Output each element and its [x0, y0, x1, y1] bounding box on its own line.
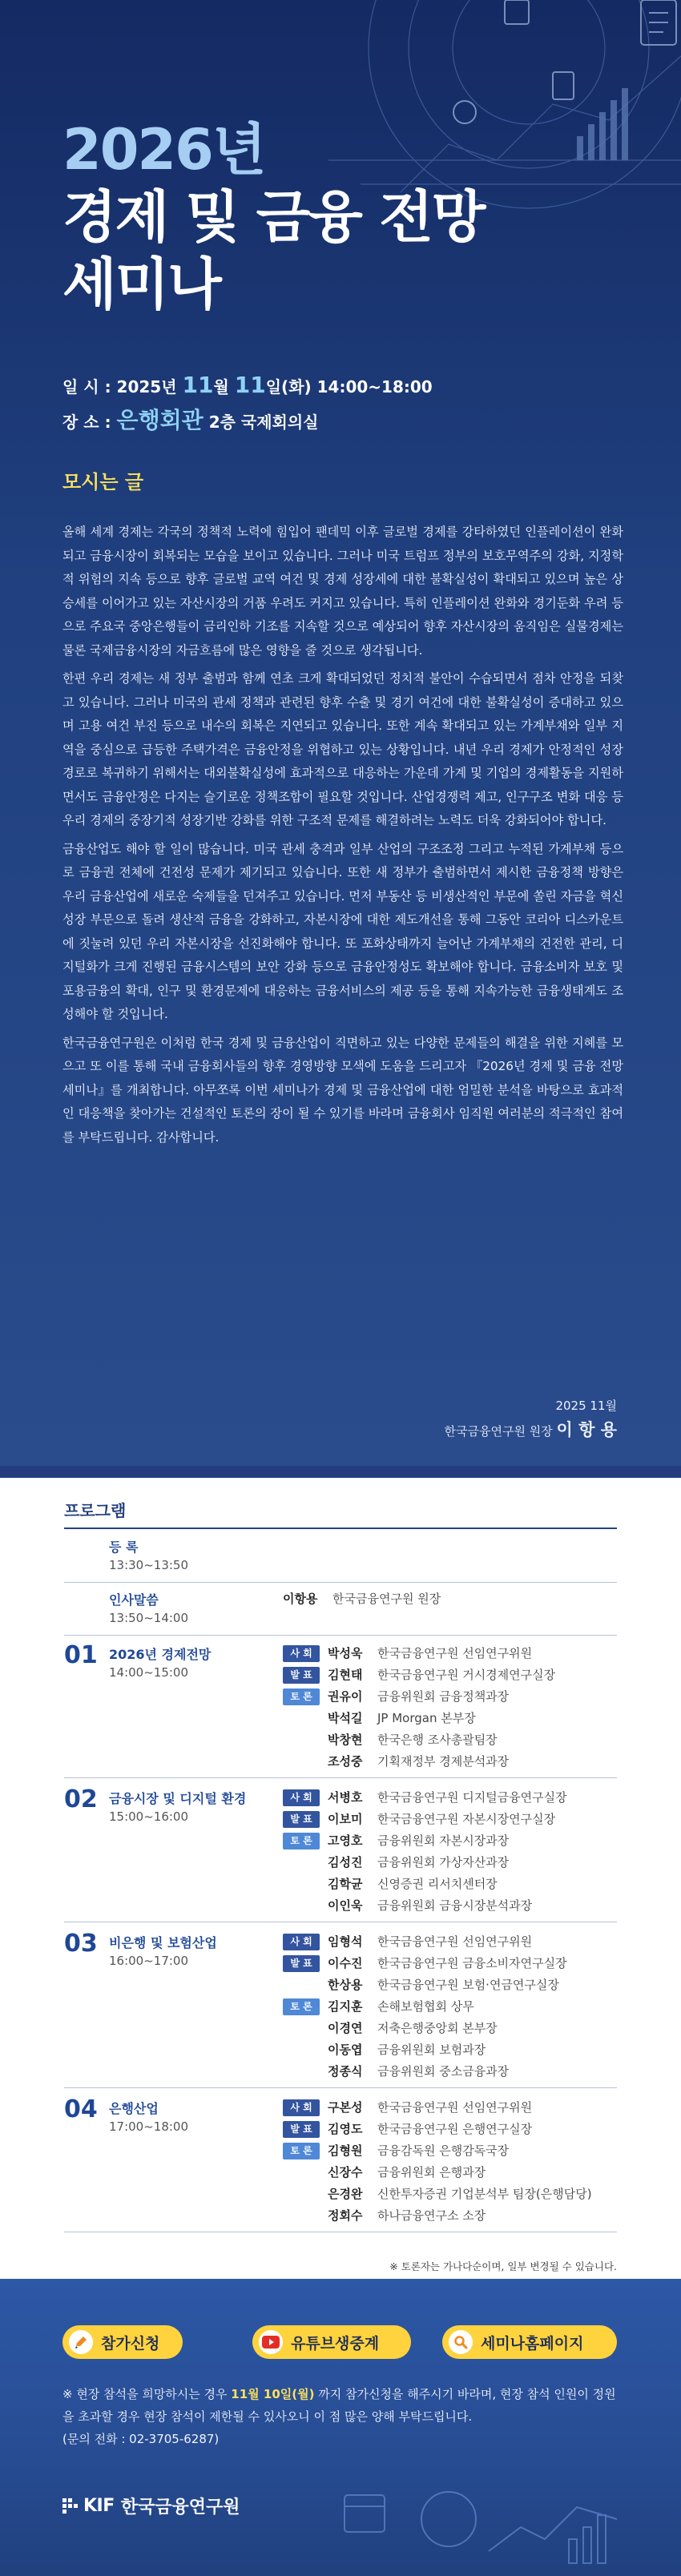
speaker-row: [283, 1664, 635, 1686]
speaker-affiliation: 기획재정부 경제분석과장: [377, 1754, 510, 1769]
speaker-affiliation: 금융위원회 중소금융과장: [377, 2064, 510, 2079]
date-month-unit: 월: [213, 377, 235, 396]
speaker-affiliation: JP Morgan 본부장: [377, 1711, 476, 1725]
letter-date: 2025 11월: [555, 1399, 617, 1413]
speaker-affiliation: 한국금융연구원 거시경제연구실장: [377, 1668, 556, 1682]
speaker-name: 김성진: [328, 1855, 363, 1870]
search-icon: [449, 2330, 473, 2354]
notice-contact: (문의 전화 : 02-3705-6287): [62, 2432, 220, 2446]
speaker-name: 신장수: [328, 2165, 363, 2180]
speaker-row: [283, 1809, 635, 1830]
pencil-icon: [69, 2330, 93, 2354]
speaker-affiliation: 한국금융연구원 보험·연금연구실장: [377, 1978, 559, 1992]
role-badge: 사 회: [283, 1645, 320, 1662]
speaker-name: 이동엽: [328, 2043, 363, 2057]
opening-speaker-name: 이항용: [283, 1592, 318, 1606]
speaker-row: [283, 1996, 635, 2018]
program-heading: 프로그램: [64, 1501, 127, 1520]
session-time: 16:00~17:00: [109, 1954, 189, 1968]
speaker-affiliation: 금융위원회 가상자산과장: [377, 1855, 510, 1870]
speaker-row: [283, 1708, 635, 1729]
role-badge: 발 표: [283, 1811, 320, 1828]
signer-name: 이 항 용: [556, 1420, 617, 1439]
role-badge: 토 론: [283, 1688, 320, 1705]
notice-post: 까지 참가신청을 해주시기 바라며, 현장 참석 인원이 정원을 초과할 경우 현장 참석이 제한될 수 있사오니 이 점 많은 양해 부탁드립니다.: [62, 2387, 616, 2424]
role-badge: 발 표: [283, 2121, 320, 2138]
session-divider: [64, 1777, 617, 1778]
speaker-name: 이보미: [328, 1812, 363, 1826]
registration-time: 13:30~13:50: [109, 1558, 189, 1572]
speaker-affiliation: 금융위원회 금융시장분석과장: [377, 1898, 533, 1913]
venue-label: 장 소 :: [62, 413, 117, 432]
youtube-icon: [259, 2330, 283, 2354]
speaker-affiliation: 한국금융연구원 디지털금융연구실장: [377, 1790, 567, 1805]
speaker-name: 김현태: [328, 1668, 363, 1682]
speaker-name: 김지훈: [328, 1999, 363, 2014]
speaker-name: 박성욱: [328, 1646, 363, 1660]
speaker-affiliation: 신영증권 리서치센터장: [377, 1877, 498, 1891]
session-number: 04: [64, 2095, 98, 2123]
speaker-name: 서병호: [328, 1790, 363, 1805]
speaker-name: 구본성: [328, 2100, 363, 2115]
speaker-affiliation: 한국금융연구원 선임연구위원: [377, 1934, 533, 1949]
session-title: 비은행 및 보험산업: [109, 1935, 217, 1950]
program-section: [0, 1478, 681, 2279]
register-button-label: 참가신청: [101, 2334, 160, 2353]
seminar-homepage-button[interactable]: [442, 2325, 617, 2359]
speaker-affiliation: 한국은행 조사총괄팀장: [377, 1733, 498, 1747]
date-label: 일 시 :: [62, 377, 117, 396]
event-venue-line: [62, 404, 433, 439]
session-title: 은행산업: [109, 2101, 159, 2116]
notice-deadline: 11월 10일(월): [231, 2387, 315, 2401]
speaker-name: 김영도: [328, 2122, 363, 2136]
speaker-affiliation: 한국금융연구원 선임연구위원: [377, 1646, 533, 1660]
speaker-row: [283, 1830, 635, 1852]
speaker-row: [283, 2018, 635, 2039]
speaker-affiliation: 손해보험협회 상무: [377, 1999, 474, 2014]
title-line-2: 경제 및 금융 전망: [62, 184, 485, 250]
row-divider: [64, 1582, 617, 1583]
speaker-row: [283, 1751, 635, 1773]
speaker-affiliation: 한국금융연구원 선임연구위원: [377, 2100, 533, 2115]
speaker-affiliation: 금융위원회 금융정책과장: [377, 1689, 510, 1704]
speaker-row: [283, 2097, 635, 2119]
event-info: [62, 368, 433, 439]
speaker-affiliation: 한국금융연구원 자본시장연구실장: [377, 1812, 556, 1826]
title-line-3: 세미나: [62, 252, 220, 317]
session-title: 금융시장 및 디지털 환경: [109, 1791, 247, 1806]
greeting-paragraph-1: 올해 세계 경제는 각국의 정책적 노력에 힘입어 팬데믹 이후 글로벌 경제를 강타하였던 인플레이션이 완화되고 금융시장이 회복되는 모습을 보이고 있습니다. 그러나 미국 트럼프 정부의 보호무역주의 강화, 지정학적 위험의 지속 등으로 향후 글로벌 교역 여건 및 경제 성장세에 대한 불확실성이 확대되고 있으며 높은 상승세를 이어가고 있는 자산시장의 거품 우려도 커지고 있습니다. 특히 인플레이션 완화와 경기둔화 우려 등으로 주요국 중앙은행들이 금리인하 기조를 지속할 것으로 예상되어 향후 자산시장의 움직임은 실물경제는 물론 국제금융시장의 자금흐름에 많은 영향을 줄 것으로 생각됩니다.: [62, 525, 623, 658]
youtube-button-label: 유튜브생중계: [291, 2334, 380, 2353]
speaker-affiliation: 한국금융연구원 금융소비자연구실장: [377, 1956, 567, 1970]
date-year: 2025년: [116, 377, 183, 396]
row-divider: [64, 1635, 617, 1636]
speaker-affiliation: 저축은행중앙회 본부장: [377, 2021, 498, 2035]
speaker-name: 권유이: [328, 1689, 363, 1704]
greeting-heading: 모시는 글: [62, 471, 144, 493]
logo-kif: KIF: [83, 2496, 115, 2516]
attendance-notice: [62, 2383, 623, 2450]
date-month: 11: [182, 372, 214, 398]
session-time: 17:00~18:00: [109, 2119, 189, 2134]
youtube-live-button[interactable]: [252, 2325, 411, 2359]
venue-name: 은행회관: [116, 407, 203, 433]
role-badge: 발 표: [283, 1667, 320, 1684]
speaker-row: [283, 1787, 635, 1809]
role-badge: 사 회: [283, 1789, 320, 1806]
signature: [445, 1394, 617, 1443]
opening-time: 13:50~14:00: [109, 1611, 189, 1625]
session-number: 01: [64, 1641, 98, 1669]
seminar-title: [62, 116, 484, 318]
speaker-row: [283, 1852, 635, 1874]
session-number: 02: [64, 1785, 98, 1813]
session-time: 15:00~16:00: [109, 1809, 189, 1824]
notice-pre: ※ 현장 참석을 희망하시는 경우: [62, 2387, 232, 2401]
speaker-affiliation: 한국금융연구원 은행연구실장: [377, 2122, 533, 2136]
session-number: 03: [64, 1930, 98, 1958]
kif-logo: [62, 2493, 240, 2518]
speaker-row: [283, 2039, 635, 2061]
speaker-name: 이경연: [328, 2021, 363, 2035]
speaker-name: 조성중: [328, 1754, 363, 1769]
speaker-affiliation: 금융감독원 은행감독국장: [377, 2143, 510, 2158]
greeting-letter: [62, 521, 623, 1154]
speaker-affiliation: 금융위원회 은행과장: [377, 2165, 486, 2180]
footer-decoration: [328, 2463, 649, 2576]
opening-title: 인사말씀: [109, 1592, 159, 1608]
speaker-name: 임형석: [328, 1934, 363, 1949]
panel-note: ※ 토론자는 가나다순이며, 일부 변경될 수 있습니다.: [389, 2260, 617, 2272]
speaker-row: [283, 2184, 635, 2205]
speaker-row: [283, 1931, 635, 1953]
speaker-affiliation: 하나금융연구소 소장: [377, 2208, 486, 2223]
session-title: 2026년 경제전망: [109, 1647, 212, 1662]
speaker-row: [283, 1874, 635, 1895]
role-badge: 토 론: [283, 1833, 320, 1849]
opening-speaker-row: [283, 1588, 635, 1610]
signer-title: 한국금융연구원 원장: [444, 1424, 553, 1439]
speaker-row: [283, 1974, 635, 1996]
session-divider: [64, 2087, 617, 2088]
event-date-line: [62, 368, 433, 404]
greeting-paragraph-2: 한편 우리 경제는 새 정부 출범과 함께 연초 크게 확대되었던 정치적 불안이 수습되면서 점차 안정을 되찾고 있습니다. 그러나 미국의 관세 정책과 관련된 향후 수출 및 경기 여건에 대한 불확실성이 증대하고 있으며 고용 여건 부진 등으로 내수의 회복은 지연되고 있습니다. 또한 계속 확대되고 있는 가계부채와 일부 지역을 중심으로 급등한 주택가격은 금융안정을 위협하고 있는 상황입니다. 내년 우리 경제가 안정적인 성장경로로 복귀하기 위해서는 대외불확실성에 효과적으로 대응하는 가운데 가계 및 기업의 경제활동을 지원하면서도 금융안정은 다지는 슬기로운 정책조합이 필요할 것입니다. 산업경쟁력 제고, 인구구조 변화 대응 등 우리 경제의 중장기적 성장기반 강화를 위한 구조적 문제를 해결하려는 노력도 더욱 강화되어야 합니다.: [62, 671, 623, 827]
kif-logo-mark-icon: [62, 2498, 79, 2514]
date-day: 11: [234, 372, 266, 398]
bottom-section: [0, 2279, 681, 2576]
role-badge: 사 회: [283, 2099, 320, 2116]
speaker-name: 이인욱: [328, 1898, 363, 1913]
speaker-name: 김형원: [328, 2143, 363, 2158]
speaker-row: [283, 1953, 635, 1974]
date-rest: (화) 14:00~18:00: [281, 377, 433, 396]
speaker-name: 한상용: [328, 1978, 363, 1992]
speaker-name: 박석길: [328, 1711, 363, 1725]
session-time: 14:00~15:00: [109, 1665, 189, 1680]
speaker-row: [283, 2140, 635, 2162]
speaker-affiliation: 금융위원회 자본시장과장: [377, 1833, 510, 1848]
speaker-row: [283, 1895, 635, 1917]
registration-title: 등 록: [109, 1540, 139, 1555]
speaker-affiliation: 신한투자증권 기업분석부 팀장(은행담당): [377, 2187, 592, 2201]
speaker-affiliation: 금융위원회 보험과장: [377, 2043, 486, 2057]
speaker-name: 정회수: [328, 2208, 363, 2223]
speaker-row: [283, 1729, 635, 1751]
logo-institute-name: 한국금융연구원: [120, 2498, 240, 2518]
speaker-name: 이수진: [328, 1956, 363, 1970]
speaker-name: 김학균: [328, 1877, 363, 1891]
speaker-name: 고영호: [328, 1833, 363, 1848]
venue-rest: 2층 국제회의실: [203, 413, 319, 432]
date-day-unit: 일: [265, 377, 282, 396]
title-year: 2026년: [62, 117, 265, 183]
speaker-row: [283, 2061, 635, 2083]
speaker-name: 은경완: [328, 2187, 363, 2201]
homepage-button-label: 세미나홈페이지: [481, 2334, 584, 2353]
speaker-row: [283, 2162, 635, 2184]
program-divider: [64, 1527, 617, 1529]
speaker-row: [283, 2205, 635, 2227]
register-button[interactable]: [62, 2325, 183, 2359]
speaker-name: 박창현: [328, 1733, 363, 1747]
speaker-name: 정종식: [328, 2064, 363, 2079]
opening-speaker-org: 한국금융연구원 원장: [332, 1592, 441, 1606]
role-badge: 사 회: [283, 1934, 320, 1950]
role-badge: 토 론: [283, 2143, 320, 2159]
speaker-row: [283, 2119, 635, 2140]
speaker-row: [283, 1643, 635, 1664]
role-badge: 발 표: [283, 1955, 320, 1972]
greeting-paragraph-3: 금융산업도 해야 할 일이 많습니다. 미국 관세 충격과 일부 산업의 구조조정 그리고 누적된 가계부채 등으로 금융권 전체에 건전성 문제가 제기되고 있습니다. 또한 새 정부가 출범하면서 제시한 금융정책 방향은 우리 금융산업에 새로운 숙제들을 던져주고 있습니다. 먼저 부동산 등 비생산적인 부문에 쏠린 자금을 혁신성장 부문으로 돌려 생산적 금융을 강화하고, 자본시장에 대한 제도개선을 통해 그동안 코리아 디스카운트에 짓눌려 있던 우리 자본시장을 선진화해야 합니다. 또 포화상태까지 늘어난 가계부채의 건전한 관리, 디지털화가 크게 진행된 금융시스템의 보안 강화 등으로 금융안정성도 확보해야 합니다. 금융소비자 보호 및 포용금융의 확대, 인구 및 환경문제에 대응하는 금융서비스의 제공 등을 통해 지속가능한 금융생태계도 조성해야 할 것입니다.: [62, 841, 623, 1021]
speaker-row: [283, 1686, 635, 1708]
role-badge: 토 론: [283, 1998, 320, 2015]
greeting-paragraph-4: 한국금융연구원은 이처럼 한국 경제 및 금융산업이 직면하고 있는 다양한 문제들의 해결을 위한 지혜를 모으고 또 이를 통해 국내 금융회사들의 향후 경영방향 모색에 도움을 드리고자 『2026년 경제 및 금융 전망 세미나』를 개최합니다. 아무쪼록 이번 세미나가 경제 및 금융산업에 대한 엄밀한 분석을 바탕으로 효과적인 대응책을 찾아가는 건설적인 토론의 장이 될 수 있기를 바라며 금융회사 임직원 여러분의 적극적인 참여를 부탁드립니다. 감사합니다.: [62, 1035, 623, 1145]
